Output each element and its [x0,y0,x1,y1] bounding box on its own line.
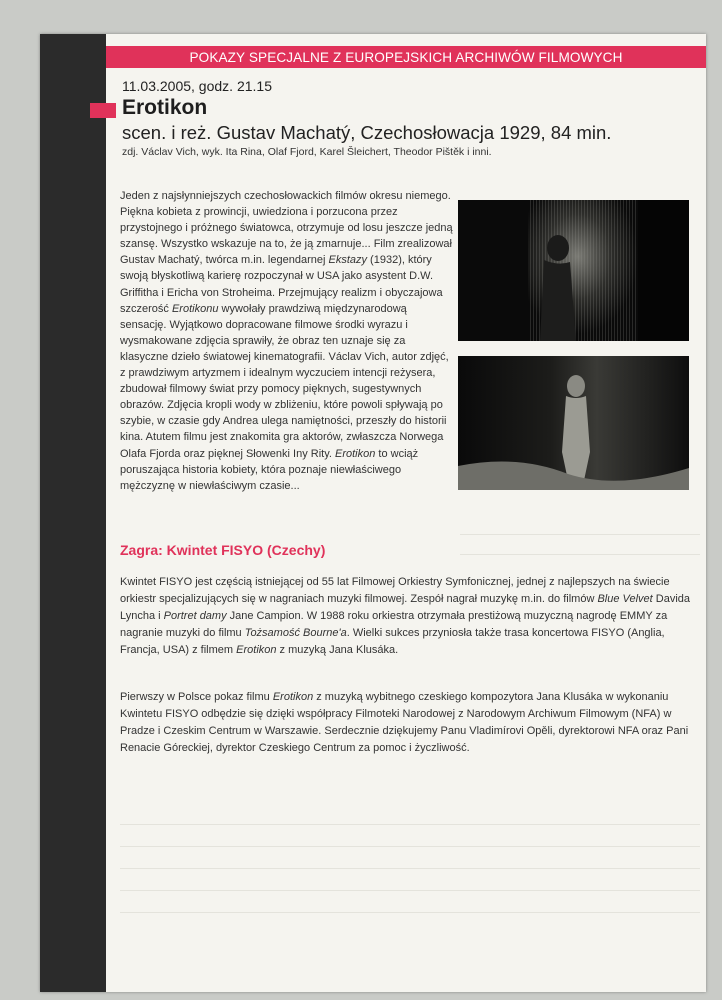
music-italic: Erotikon [236,644,277,656]
music-text: . Wielki sukces przyniosła także trasa koncertowa FISYO (Anglia, Francja, USA) z filmem [120,627,665,656]
music-text: Kwintet FISYO jest częścią istniejącej od 55 lat Filmowej Orkiestry Symfonicznej, jednej z najlepszych na świecie orkiestr specjalizujących się w nagraniach muzyki filmowej. Zespół nagrał muzykę m.in. do filmów [120,576,670,605]
film-title: Erotikon [122,96,208,119]
music-italic: Tożsamość Bourne'a [244,627,347,639]
music-italic: Blue Velvet [597,593,653,605]
bleed-through-line [120,846,700,847]
film-description [120,188,456,494]
music-text: z muzyką Jana Klusáka. [276,644,399,656]
description-text: to wciąż poruszająca historia kobiety, która poznaje niewłaściwego mężczyznę w niewłaściwym czasie... [120,447,419,492]
film-still-image [458,356,689,490]
section-banner: POKAZY SPECJALNE Z EUROPEJSKICH ARCHIWÓW FILMOWYCH [106,46,706,68]
bleed-through-line [460,534,700,535]
film-credits: scen. i reż. Gustav Machatý, Czechosłowacja 1929, 84 min. [122,122,612,143]
brochure-page [40,34,706,992]
acknowledgement-note [120,689,705,757]
music-description [120,574,705,659]
description-italic: Erotikon [335,447,376,460]
bleed-through-line [120,912,700,913]
music-text: Davida Lyncha i [120,593,690,622]
bleed-through-line [120,868,700,869]
note-text: z muzyką wybitnego czeskiego kompozytora Jana Klusáka w wykonaniu Kwintetu FISYO odbędzie się dzięki współpracy Filmoteki Narodowej z Narodowym Archiwum Filmowym (NFA) w Pradze i Czeskim Centrum w Warszawie. Serdecznie dziękujemy Panu Vladimírovi Opěli, dyrektorowi NFA oraz Pani Renacie Góreckiej, dyrektor Czeskiego Centrum za pomoc i życzliwość. [120,691,689,754]
music-heading: Zagra: Kwintet FISYO (Czechy) [120,542,326,558]
black-spine-band [40,34,106,992]
bleed-through-line [120,890,700,891]
description-italic: Ekstazy [328,254,367,267]
bleed-through-line [120,824,700,825]
description-text: wywołały prawdziwą międzynarodową sensację. Wyjątkowo dopracowane filmowe środki wyrazu i wysmakowane zdjęcia sprawiły, że obraz ten uznaje się za klasyczne dzieło światowej kinematografii. Václav Vich, autor zdjęć, z prawdziwym artyzmem i idealnym wyczuciem intencji reżysera, zbudował filmowy świat przy pomocy pięknych, sugestywnych obrazów. Zdjęcia kropli wody w zbliżeniu, które powoli spływają po szybie, w czasie gdy Andrea ulega namiętności, przeszły do historii kina. Atutem filmu jest znakomita gra aktorów, zwłaszcza Norwega Olafa Fjorda oraz pięknej Słowenki Iny Rity. [120,302,449,460]
note-text: Pierwszy w Polsce pokaz filmu [120,691,273,703]
title-marker [90,103,116,118]
film-still-image [458,200,689,341]
note-italic: Erotikon [272,691,314,703]
screening-date: 11.03.2005, godz. 21.15 [122,78,272,94]
music-italic: Portret damy [163,610,227,622]
bleed-through-line [460,554,700,555]
description-text: Jeden z najsłynniejszych czechosłowackich filmów okresu niemego. Piękna kobieta z prowincji, uwiedziona i porzucona przez przystojnego i próżnego światowca, otrzymuje od losu jeszcze jedną szansę. Wszystko wskazuje na to, że ją zmarnuje... Film zrealizował Gustav Machatý, twórca m.in. legendarnej [120,190,453,267]
film-cast: zdj. Václav Vich, wyk. Ita Rina, Olaf Fjord, Karel Šleichert, Theodor Pištěk i inni. [122,146,492,158]
music-text: Jane Campion. W 1988 roku orkiestra otrzymała prestiżową muzyczną nagrodę EMMY za nagranie muzyki do filmu [120,610,668,639]
description-text: (1932), który swoją błyskotliwą karierę rozpoczynał w USA jako asystent D.W. Griffitha i Ericha von Stroheima. Przejmujący realizm i obyczajowa szczerość [120,254,443,315]
description-italic: Erotikonu [171,302,219,315]
